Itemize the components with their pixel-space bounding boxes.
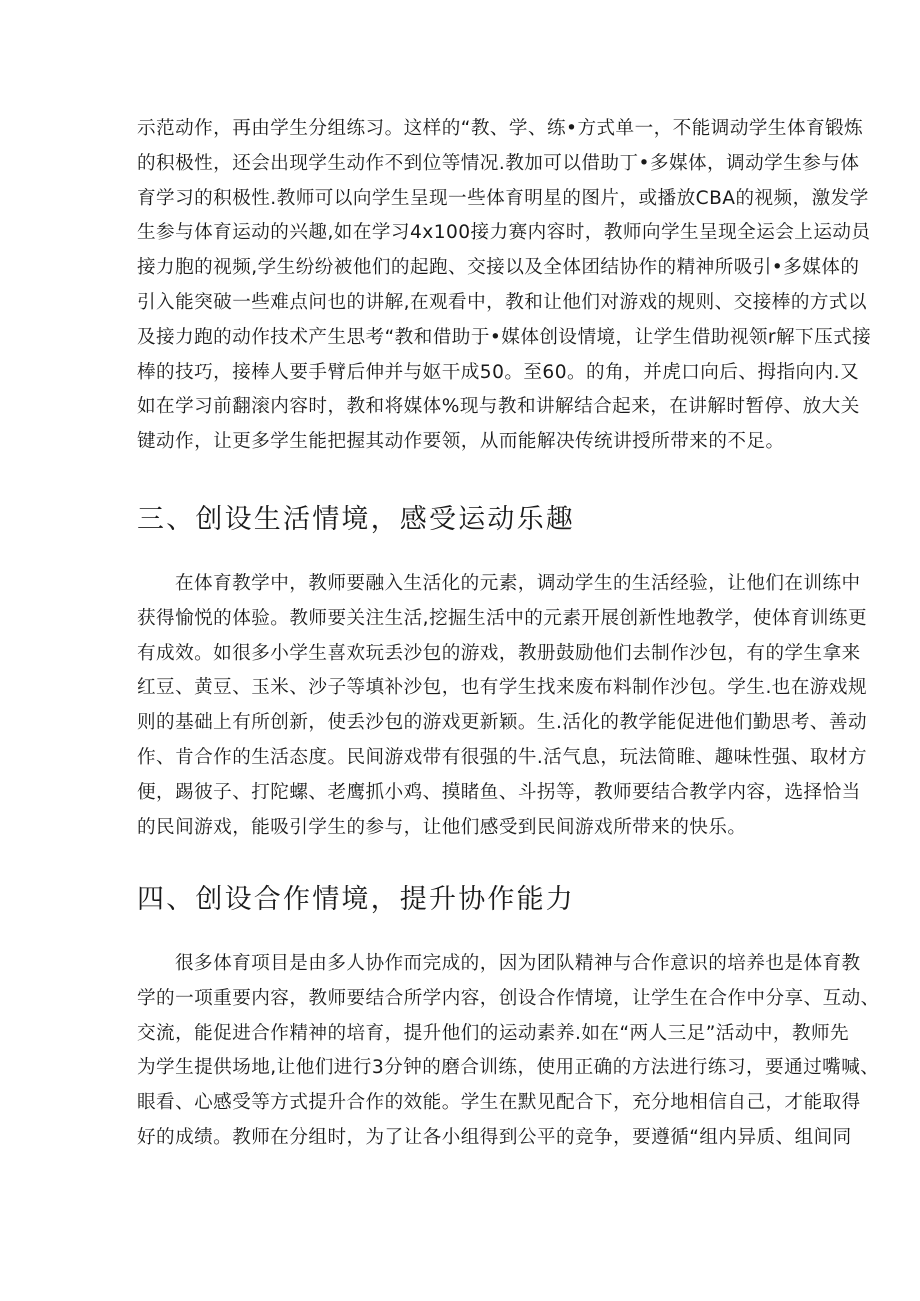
text-line: 眼看、心感受等方式提升合作的效能。学生在默见配合下，充分地相信自己，才能取得 xyxy=(137,1092,861,1114)
text-line: 如在学习前翻滚内容时，教和将媒体%现与教和讲解结合起来，在讲解时暂停、放大关 xyxy=(137,396,860,418)
text-line: 示范动作，再由学生分组练习。这样的“教、学、练•方式单一，不能调动学生体育锻炼 xyxy=(137,118,864,139)
text-line: 的积极性，还会出现学生动作不到位等情况.教加可以借助丁•多媒体，调动学生参与体 xyxy=(137,152,860,174)
text-line: 引入能突破一些难点问也的讲解,在观看中，教和让他们对游戏的规则、交接棒的方式以 xyxy=(137,291,868,313)
section-heading-3: 三、创设生活情境，感受运动乐趣 xyxy=(137,504,575,535)
section-heading-4: 四、创设合作情境，提升协作能力 xyxy=(137,884,575,915)
text-line: 便，踢彼子、打陀螺、老鹰抓小鸡、摸睹鱼、斗拐等，教师要结合教学内容，选择恰当 xyxy=(137,781,861,803)
text-line: 接力胞的视频,学生纷纷被他们的起跑、交接以及全体团结协作的精神所吸引•多媒体的 xyxy=(137,257,860,279)
text-line: 及接力跑的动作技术产生思考“教和借助于•媒体创设情境，让学生借助视领r解下压式接 xyxy=(137,326,872,348)
text-line: 为学生提供场地,让他们进行3分钟的磨合训练，使用正确的方法进行练习，要通过嘴喊、 xyxy=(137,1057,880,1079)
text-line: 有成效。如很多小学生喜欢玩丢沙包的游戏，教册鼓励他们去制作沙包，有的学生拿来 xyxy=(137,642,861,664)
text-line: 则的基础上有所创新，使丢沙包的游戏更新颖。生.活化的教学能促进他们勤思考、善动 xyxy=(137,712,868,734)
text-line: 生参与体育运动的兴趣,如在学习4x100接力赛内容时，教师向学生呈现全运会上运动员 xyxy=(137,222,871,244)
text-line: 好的成绩。教师在分组时，为了让各小组得到公平的竞争，要遵循“组内异质、组间同 xyxy=(137,1126,852,1148)
text-line: 键动作，让更多学生能把握其动作要领，从而能解决传统讲授所带来的不足。 xyxy=(137,431,785,453)
text-line: 学的一项重要内容，教师要结合所学内容，创设合作情境，让学生在合作中分享、互动、 xyxy=(137,987,880,1009)
paragraph-multimedia xyxy=(137,112,872,460)
paragraph-cooperation xyxy=(137,947,880,1156)
text-line: 在体育教学中，教师要融入生活化的元素，调动学生的生活经验，让他们在训练中 xyxy=(175,573,861,594)
text-line: 育学习的积极性.教师可以向学生呈现一些体育明星的图片，或播放CBA的视频，激发学 xyxy=(137,187,869,209)
text-line: 获得愉悦的体验。教师要关注生活,挖掘生活中的元素开展创新性地教学，使体育训练更 xyxy=(137,607,868,629)
text-line: 很多体育项目是由多人协作而完成的，因为团队精神与合作意识的培养也是体育教 xyxy=(175,953,861,974)
text-line: 红豆、黄豆、玉米、沙子等填补沙包，也有学生找来废布料制作沙包。学生.也在游戏规 xyxy=(137,677,868,699)
text-line: 作、肯合作的生活态度。民间游戏带有很强的牛.活气息，玩法简睢、趣味性强、取材方 xyxy=(137,746,868,768)
text-line: 的民间游戏，能吸引学生的参与，让他们感受到民间游戏所带来的快乐。 xyxy=(137,816,747,838)
text-line: 棒的技巧，接棒人要手臂后伸并与妪干成50。至60。的角，并虎口向后、拇指向内.又 xyxy=(137,361,860,383)
text-line: 交流，能促进合作精神的培育，提升他们的运动素养.如在“两人三足”活动中，教师先 xyxy=(137,1022,850,1044)
paragraph-life-context xyxy=(137,567,868,845)
